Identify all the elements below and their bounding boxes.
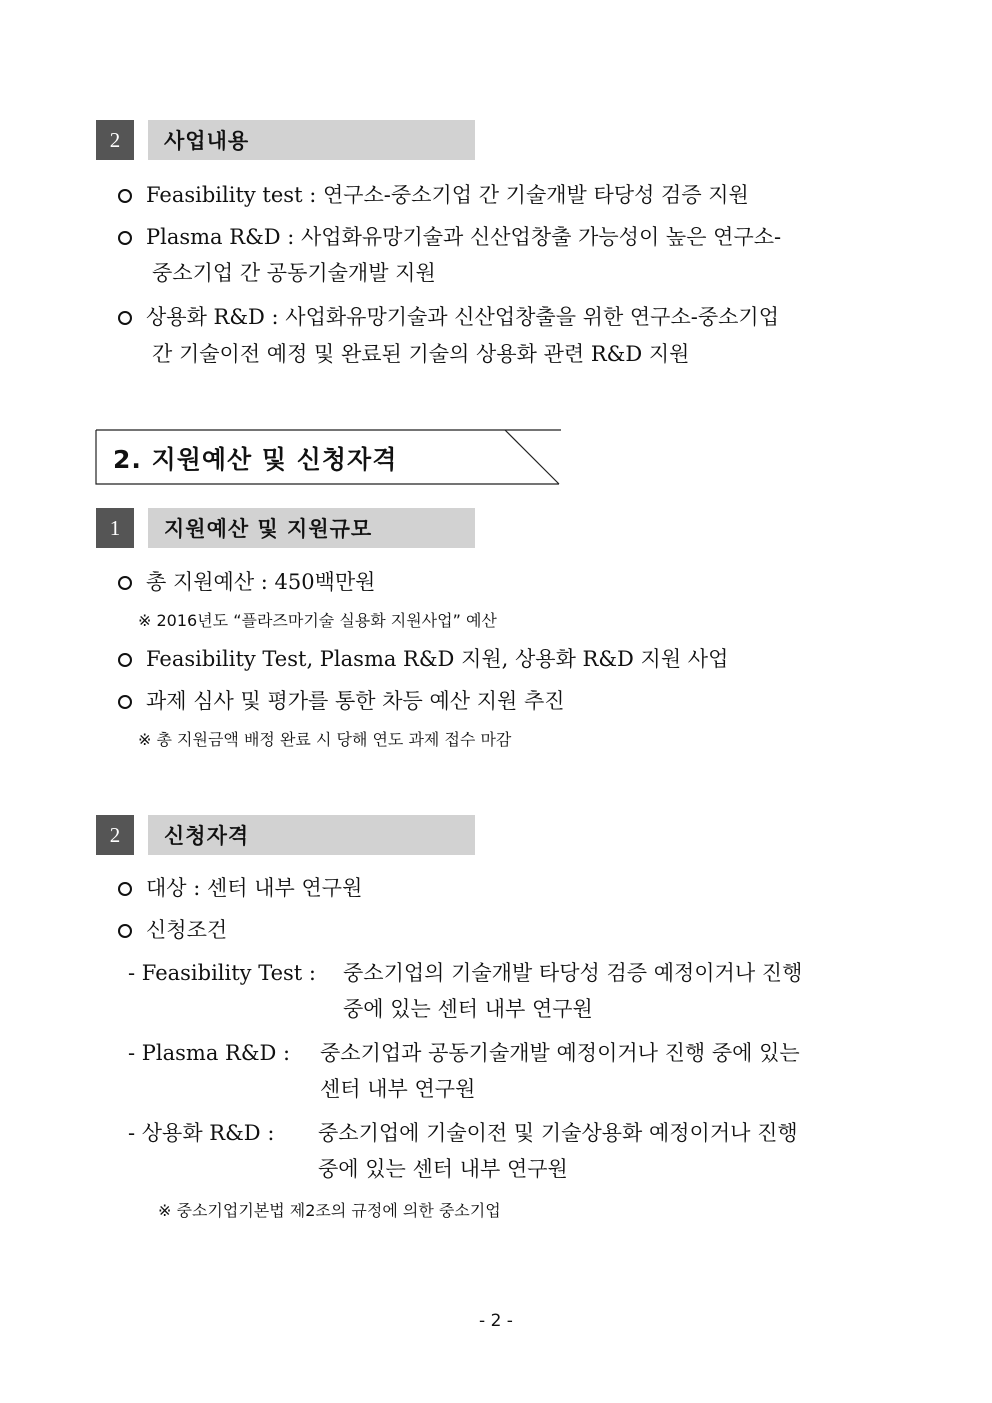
circle-bullet-icon: [118, 882, 132, 896]
section-title: 신청자격: [148, 815, 475, 855]
condition-text: 중소기업과 공동기술개발 예정이거나 진행 중에 있는: [320, 1041, 800, 1065]
section-title: 지원예산 및 지원규모: [148, 508, 475, 548]
condition-text: 중에 있는 센터 내부 연구원: [343, 997, 593, 1021]
list-item: 대상 : 센터 내부 연구원: [118, 873, 362, 903]
list-item: Plasma R&D : 사업화유망기술과 신산업창출 가능성이 높은 연구소-: [118, 222, 898, 252]
circle-bullet-icon: [118, 695, 132, 709]
condition-text: 중소기업의 기술개발 타당성 검증 예정이거나 진행: [343, 961, 803, 985]
list-item-continuation: 간 기술이전 예정 및 완료된 기술의 상용화 관련 R&D 지원: [152, 342, 690, 366]
condition-label: - 상용화 R&D :: [128, 1121, 275, 1145]
circle-bullet-icon: [118, 653, 132, 667]
list-item: 총 지원예산 : 450백만원: [118, 567, 375, 597]
chapter-title: 2. 지원예산 및 신청자격: [113, 445, 398, 474]
condition-label: - Plasma R&D :: [128, 1041, 291, 1065]
circle-bullet-icon: [118, 576, 132, 590]
list-item: 신청조건: [118, 915, 227, 945]
section-number: 1: [96, 508, 134, 548]
condition-text: 센터 내부 연구원: [320, 1077, 476, 1101]
section-number: 2: [96, 815, 134, 855]
circle-bullet-icon: [118, 311, 132, 325]
list-item: Feasibility Test, Plasma R&D 지원, 상용화 R&D 지원 사업: [118, 644, 728, 674]
note: ※ 2016년도 “플라즈마기술 실용화 지원사업” 예산: [138, 611, 497, 630]
note: ※ 중소기업기본법 제2조의 규정에 의한 중소기업: [158, 1201, 501, 1220]
circle-bullet-icon: [118, 924, 132, 938]
section-title: 사업내용: [148, 120, 475, 160]
section-number: 2: [96, 120, 134, 160]
list-item: Feasibility test : 연구소-중소기업 간 기술개발 타당성 검증 지원: [118, 180, 898, 210]
page-number: - 2 -: [479, 1311, 513, 1331]
note: ※ 총 지원금액 배정 완료 시 당해 연도 과제 접수 마감: [138, 730, 512, 749]
list-item: 상용화 R&D : 사업화유망기술과 신산업창출을 위한 연구소-중소기업: [118, 302, 898, 332]
circle-bullet-icon: [118, 231, 132, 245]
condition-text: 중소기업에 기술이전 및 기술상용화 예정이거나 진행: [318, 1121, 798, 1145]
condition-text: 중에 있는 센터 내부 연구원: [318, 1157, 568, 1181]
list-item: 과제 심사 및 평가를 통한 차등 예산 지원 추진: [118, 686, 565, 716]
condition-label: - Feasibility Test :: [128, 961, 316, 985]
circle-bullet-icon: [118, 189, 132, 203]
list-item-continuation: 중소기업 간 공동기술개발 지원: [152, 261, 436, 285]
